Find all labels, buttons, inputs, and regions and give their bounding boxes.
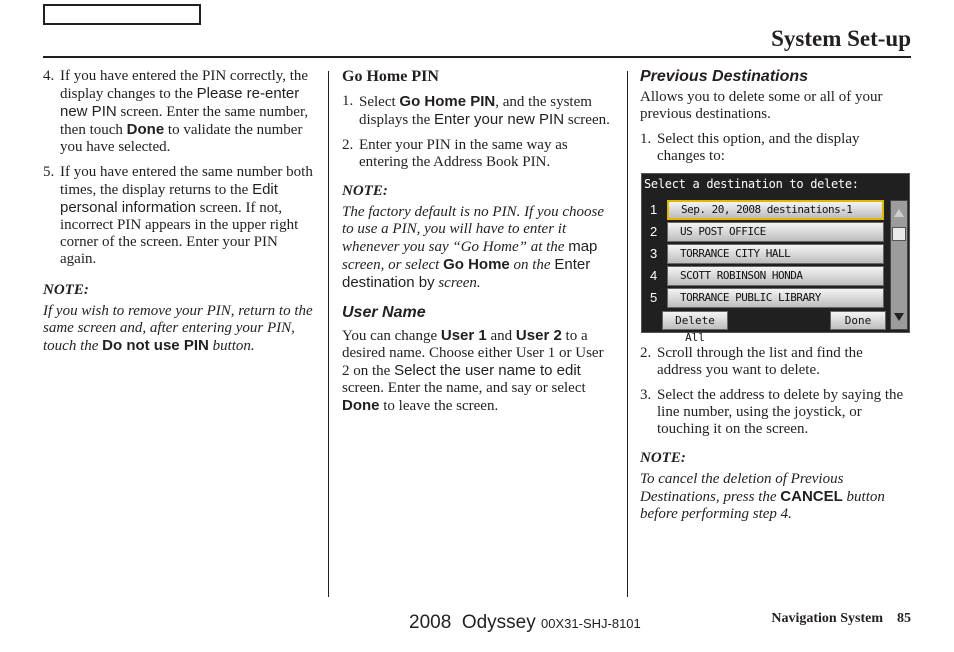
step-text: Scroll through the list and find the address you want to delete. bbox=[657, 345, 863, 378]
scroll-down-arrow-icon[interactable] bbox=[894, 313, 904, 321]
part-code: 00X31-SHJ-8101 bbox=[541, 616, 641, 631]
row-number: 5 bbox=[650, 290, 658, 305]
step-text: Enter your PIN in the same way as entering the Address Book PIN. bbox=[359, 137, 568, 170]
ui-term: Done bbox=[342, 397, 380, 414]
text: The factory default is no PIN. If you choose to use a PIN, you will have to enter it whenever you say “Go Home” at the bbox=[342, 204, 605, 255]
note-heading: NOTE: bbox=[640, 450, 686, 466]
delete-all-button[interactable]: Delete All bbox=[662, 311, 728, 330]
step-1 bbox=[342, 93, 614, 129]
column-1 bbox=[43, 68, 317, 355]
note-text bbox=[640, 471, 911, 523]
intro-text: Allows you to delete some or all of your previous destinations. bbox=[640, 89, 883, 122]
row-label[interactable]: US POST OFFICE bbox=[667, 222, 884, 242]
text: to leave the screen. bbox=[379, 398, 499, 414]
text: You can change bbox=[342, 328, 441, 344]
ui-term: Select the user name to edit bbox=[394, 362, 581, 379]
ui-term: User 1 bbox=[440, 327, 487, 344]
step-number: 1. bbox=[342, 93, 354, 109]
footer-model bbox=[409, 612, 641, 634]
text: screen. Enter the name, and say or select bbox=[342, 380, 586, 396]
text: , and the system displays the bbox=[359, 94, 592, 128]
row-number: 3 bbox=[650, 246, 658, 261]
step-5 bbox=[43, 164, 317, 268]
text: screen, or select bbox=[342, 257, 444, 273]
destination-row[interactable] bbox=[650, 244, 884, 264]
ui-term: Done bbox=[126, 121, 165, 138]
ui-term: CANCEL bbox=[780, 488, 843, 505]
text: screen. bbox=[434, 275, 481, 291]
row-label[interactable]: Sep. 20, 2008 destinations-1 bbox=[667, 200, 884, 220]
step-text bbox=[359, 93, 614, 129]
text: If you have entered the same number both times, the display returns to the bbox=[60, 164, 313, 198]
done-button[interactable]: Done bbox=[830, 311, 886, 330]
section-name: Navigation System bbox=[771, 611, 883, 626]
step-number: 3. bbox=[640, 387, 652, 403]
step-text bbox=[60, 68, 317, 156]
text: screen. If not, incorrect PIN appears in the upper right corner of the screen. Enter your PIN again. bbox=[60, 200, 299, 267]
text: to a desired name. Choose either User 1 or User 2 on the bbox=[342, 328, 604, 379]
text: Select bbox=[359, 94, 400, 110]
header-rule bbox=[43, 56, 911, 58]
step-text: Select this option, and the display changes to: bbox=[657, 131, 860, 164]
destination-row[interactable] bbox=[650, 222, 884, 242]
text: button. bbox=[208, 338, 255, 354]
note-heading: NOTE: bbox=[342, 183, 388, 199]
section-heading: User Name bbox=[342, 304, 426, 321]
ui-term: Do not use PIN bbox=[102, 337, 209, 354]
text: on the bbox=[509, 257, 555, 273]
step-number: 4. bbox=[43, 68, 55, 84]
note-text bbox=[342, 204, 614, 292]
step-number: 1. bbox=[640, 131, 652, 147]
text: screen. bbox=[564, 112, 610, 128]
row-label[interactable]: SCOTT ROBINSON HONDA bbox=[667, 266, 884, 286]
step-2 bbox=[342, 137, 614, 171]
section-heading: Previous Destinations bbox=[640, 68, 809, 85]
text: screen. Enter the same number, then touch bbox=[60, 104, 309, 138]
row-number: 4 bbox=[650, 268, 658, 283]
row-number: 1 bbox=[650, 202, 658, 217]
section-heading: Go Home PIN bbox=[342, 68, 439, 85]
screen-header: Select a destination to delete: bbox=[644, 177, 859, 191]
row-number: 2 bbox=[650, 224, 658, 239]
step-number: 5. bbox=[43, 164, 55, 180]
page-title: System Set-up bbox=[771, 26, 911, 51]
step-number: 2. bbox=[640, 345, 652, 361]
step-text bbox=[60, 164, 317, 268]
header-tab-box bbox=[43, 4, 201, 25]
row-label[interactable]: TORRANCE CITY HALL bbox=[667, 244, 884, 264]
step-number: 2. bbox=[342, 137, 354, 153]
scrollbar[interactable] bbox=[890, 200, 908, 330]
ui-term: Enter your new PIN bbox=[434, 111, 565, 128]
footer-section bbox=[771, 611, 911, 627]
ui-term: Enter destination by bbox=[342, 256, 591, 291]
scroll-thumb[interactable] bbox=[892, 227, 906, 241]
delete-destination-screen bbox=[641, 173, 910, 344]
destination-row[interactable] bbox=[650, 200, 884, 220]
column-divider bbox=[627, 71, 628, 597]
step-2 bbox=[640, 345, 911, 379]
step-4 bbox=[43, 68, 317, 156]
text: to validate the number you have selected. bbox=[60, 122, 303, 155]
text: If you wish to remove your PIN, return to the same screen and, after entering your PIN, touch the bbox=[43, 303, 313, 354]
text: button before performing step 4. bbox=[640, 489, 885, 522]
user-name-text bbox=[342, 327, 614, 415]
model-name: 2008 Odyssey bbox=[409, 612, 536, 633]
column-2 bbox=[342, 68, 614, 415]
ui-term: Edit personal information bbox=[60, 181, 278, 216]
text: and bbox=[486, 328, 516, 344]
note-heading: NOTE: bbox=[43, 282, 89, 298]
row-label[interactable]: TORRANCE PUBLIC LIBRARY bbox=[667, 288, 884, 308]
page-number: 85 bbox=[897, 611, 911, 626]
step-text: Select the address to delete by saying the line number, using the joystick, or touching it on the screen. bbox=[657, 387, 904, 437]
ui-term: map bbox=[568, 238, 598, 255]
column-divider bbox=[328, 71, 329, 597]
text: To cancel the deletion of Previous Destinations, press the bbox=[640, 471, 844, 505]
text: If you have entered the PIN correctly, the display changes to the bbox=[60, 68, 309, 102]
destination-row[interactable] bbox=[650, 266, 884, 286]
destination-row[interactable] bbox=[650, 288, 884, 308]
ui-term: Go Home bbox=[443, 256, 510, 273]
step-3 bbox=[640, 387, 911, 438]
step-1 bbox=[640, 131, 911, 165]
ui-term: User 2 bbox=[515, 327, 562, 344]
ui-term: Please re-enter new PIN bbox=[60, 85, 300, 120]
scroll-up-arrow-icon[interactable] bbox=[894, 209, 904, 217]
note-text bbox=[43, 303, 317, 355]
ui-term: Go Home PIN bbox=[399, 93, 496, 110]
